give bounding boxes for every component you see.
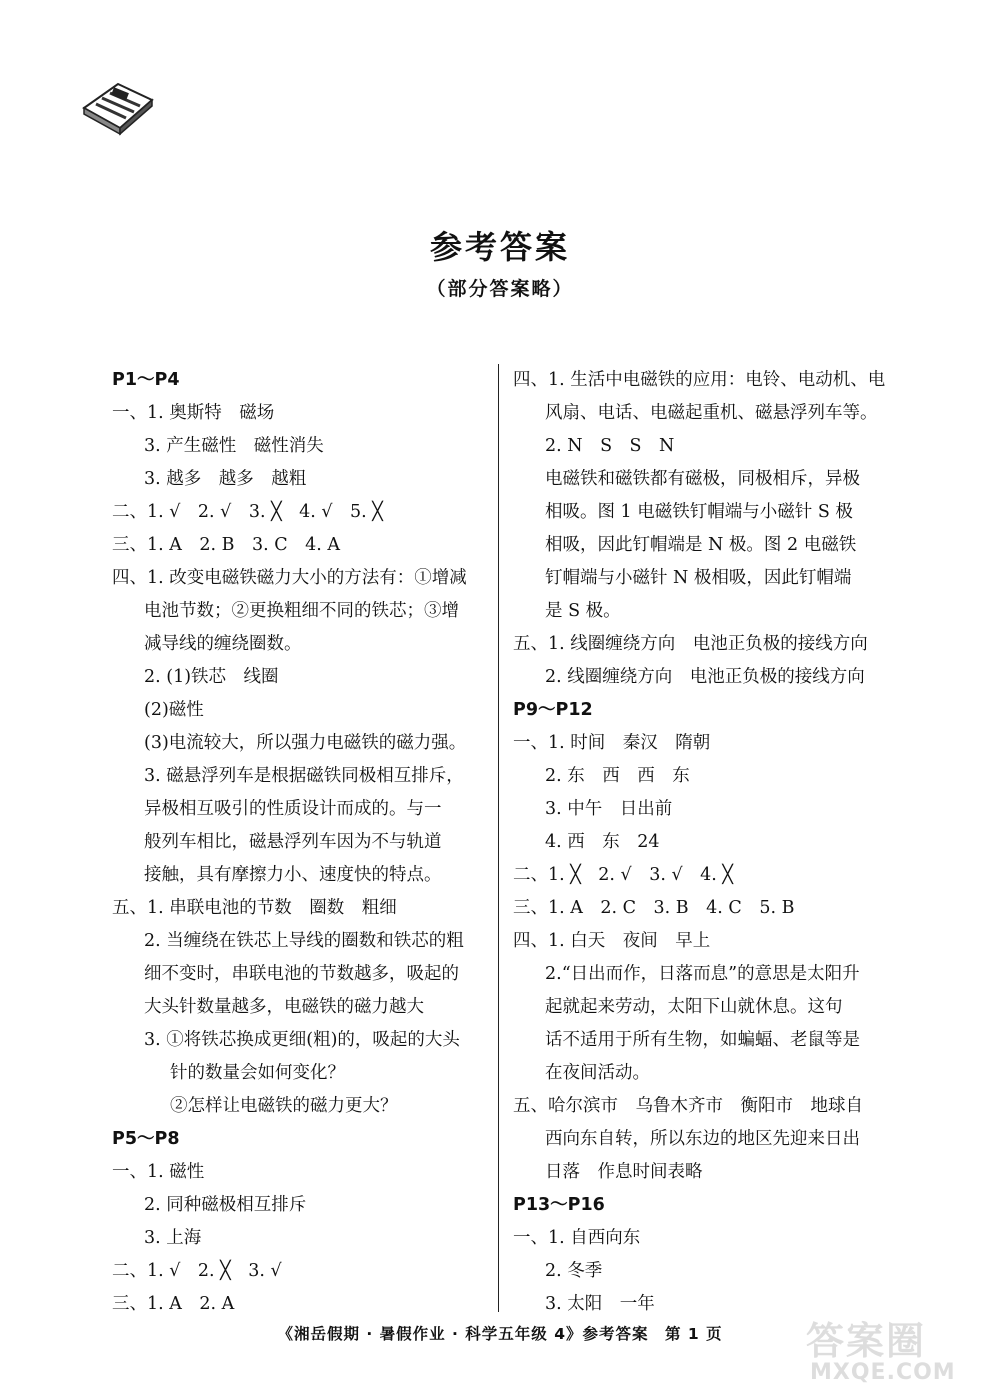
right-answer-line: 三、1. A 2. C 3. B 4. C 5. B (513, 898, 795, 918)
right-answer-line: 一、1. 时间 秦汉 隋朝 (513, 733, 711, 753)
right-answer-line: 五、哈尔滨市 乌鲁木齐市 衡阳市 地球自 (513, 1096, 863, 1116)
right-answer-column (513, 364, 898, 1321)
right-answer-line: 日落 作息时间表略 (545, 1162, 703, 1182)
right-answer-line: 3. 太阳 一年 (545, 1294, 655, 1314)
left-answer-line: 二、1. √ 2. ╳ 3. √ (112, 1261, 282, 1281)
right-answer-line: 四、1. 白天 夜间 早上 (513, 931, 711, 951)
right-answer-line: 3. 中午 日出前 (545, 799, 673, 819)
book-logo-image (78, 78, 158, 140)
left-answer-line: 3. ①将铁芯换成更细(粗)的，吸起的大头 (144, 1030, 460, 1050)
left-answer-line: 减导线的缠绕圈数。 (144, 634, 302, 654)
left-answer-line: 电池节数；②更换粗细不同的铁芯；③增 (144, 601, 459, 621)
left-answer-line: 接触，具有摩擦力小、速度快的特点。 (144, 865, 442, 885)
right-answer-line: 起就起来劳动，太阳下山就休息。这句 (545, 997, 843, 1017)
left-answer-line: 大头针数量越多，电磁铁的磁力越大 (144, 997, 424, 1017)
right-answer-line: 西向东自转，所以东边的地区先迎来日出 (545, 1129, 860, 1149)
left-answer-column (112, 364, 494, 1321)
right-answer-line: 是 S 极。 (545, 601, 621, 621)
left-answer-line: P1～P4 (112, 370, 180, 390)
right-answer-line: 在夜间活动。 (545, 1063, 650, 1083)
right-answer-line: 风扇、电话、电磁起重机、磁悬浮列车等。 (545, 403, 878, 423)
left-answer-line: (3)电流较大，所以强力电磁铁的磁力强。 (144, 733, 467, 753)
right-answer-line: 2. 线圈缠绕方向 电池正负极的接线方向 (545, 667, 865, 687)
right-answer-line: P9～P12 (513, 700, 593, 720)
right-answer-line: 四、1. 生活中电磁铁的应用：电铃、电动机、电 (513, 370, 886, 390)
left-answer-line: 2. (1)铁芯 线圈 (144, 667, 279, 687)
watermark-brand: 答案圈 (806, 1319, 927, 1363)
left-answer-line: 3. 越多 越多 越粗 (144, 469, 307, 489)
page-footer: 《湘岳假期 · 暑假作业 · 科学五年级 4》参考答案 第 1 页 (277, 1325, 723, 1343)
left-answer-line: 2. 当缠绕在铁芯上导线的圈数和铁芯的粗 (144, 931, 464, 951)
right-answer-line: P13～P16 (513, 1195, 605, 1215)
left-answer-line: 一、1. 磁性 (112, 1162, 205, 1182)
right-answer-line: 相吸。图 1 电磁铁钉帽端与小磁针 S 极 (545, 502, 853, 522)
right-answer-line: 2. 冬季 (545, 1261, 603, 1281)
watermark-url: MXQE.COM (810, 1360, 956, 1385)
right-answer-line: 2.“日出而作，日落而息”的意思是太阳升 (545, 964, 860, 984)
right-answer-line: 2. 东 西 西 东 (545, 766, 690, 786)
left-answer-line: (2)磁性 (144, 700, 204, 720)
left-answer-line: 2. 同种磁极相互排斥 (144, 1195, 307, 1215)
left-answer-line: 异极相互吸引的性质设计而成的。与一 (144, 799, 442, 819)
left-answer-line: 3. 上海 (144, 1228, 202, 1248)
left-answer-line: 般列车相比，磁悬浮列车因为不与轨道 (144, 832, 442, 852)
left-answer-line: 针的数量会如何变化？ (170, 1063, 345, 1083)
site-watermark (806, 1310, 986, 1390)
right-answer-line: 五、1. 线圈缠绕方向 电池正负极的接线方向 (513, 634, 868, 654)
left-answer-line: 三、1. A 2. A (112, 1294, 235, 1314)
right-answer-line: 2. N S S N (545, 436, 675, 456)
left-answer-line: 二、1. √ 2. √ 3. ╳ 4. √ 5. ╳ (112, 502, 383, 522)
right-answer-line: 话不适用于所有生物，如蝙蝠、老鼠等是 (545, 1030, 860, 1050)
left-answer-line: ②怎样让电磁铁的磁力更大？ (170, 1096, 398, 1116)
left-answer-line: 五、1. 串联电池的节数 圈数 粗细 (112, 898, 397, 918)
left-answer-line: 一、1. 奥斯特 磁场 (112, 403, 275, 423)
column-divider (498, 364, 499, 1312)
right-answer-line: 一、1. 自西向东 (513, 1228, 641, 1248)
right-answer-line: 电磁铁和磁铁都有磁极，同极相斥，异极 (545, 469, 860, 489)
left-answer-line: 3. 磁悬浮列车是根据磁铁同极相互排斥， (144, 766, 464, 786)
right-answer-line: 钉帽端与小磁针 N 极相吸，因此钉帽端 (545, 568, 852, 588)
page-subtitle: （部分答案略） (426, 278, 574, 300)
left-answer-line: 三、1. A 2. B 3. C 4. A (112, 535, 341, 555)
left-answer-line: P5～P8 (112, 1129, 180, 1149)
page-title: 参考答案 (429, 228, 570, 266)
right-answer-line: 4. 西 东 24 (545, 832, 660, 852)
left-answer-line: 3. 产生磁性 磁性消失 (144, 436, 324, 456)
right-answer-line: 二、1. ╳ 2. √ 3. √ 4. ╳ (513, 865, 733, 885)
left-answer-line: 四、1. 改变电磁铁磁力大小的方法有：①增减 (112, 568, 467, 588)
left-answer-line: 细不变时，串联电池的节数越多，吸起的 (144, 964, 459, 984)
right-answer-line: 相吸，因此钉帽端是 N 极。图 2 电磁铁 (545, 535, 857, 555)
